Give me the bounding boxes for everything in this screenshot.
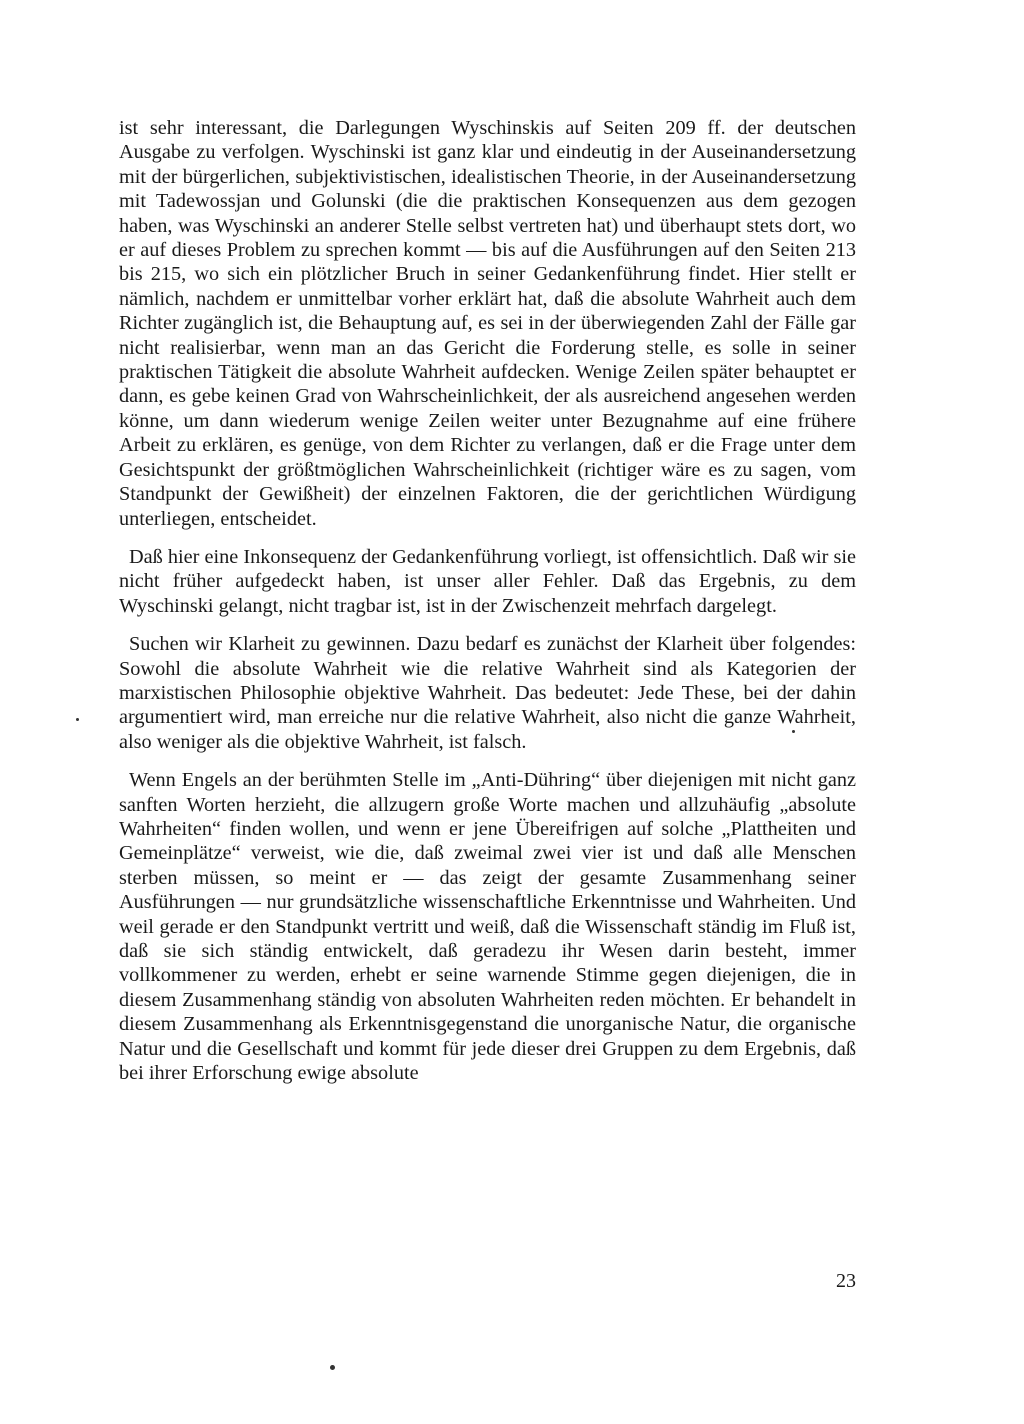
page-number: 23 [836, 1270, 856, 1292]
paragraph-clarity: Suchen wir Klarheit zu gewinnen. Dazu bedarf es zunächst der Klarheit über folgendes: Sowohl die absolute Wahrheit wie die relative Wahrheit sind als Kategorien der marxistischen Philosophie objektive Wahrheit. Das bedeutet: Jede These, bei der dahin argumentiert wird, man erreiche nur die relative Wahrheit, also nicht die ganze Wahrheit, also weniger als die objektive Wahrheit, ist falsch. [119, 633, 856, 753]
book-page [119, 116, 856, 1085]
scan-speck [76, 718, 79, 721]
paragraph-engels: Wenn Engels an der berühmten Stelle im „Anti-Dühring“ über diejenigen mit nicht ganz sanften Worten herzieht, die allzugern große Worte machen und allzuhäufig „absolute Wahrheiten“ finden wollen, und wenn er jene Übereifrigen auf solche „Plattheiten und Gemeinplätze“ verweist, wie die, daß zweimal zwei vier ist und daß alle Menschen sterben müssen, so meint er — das zeigt der gesamte Zusammenhang seiner Ausführungen — nur grundsätzliche wissenschaftliche Erkenntnisse und Wahrheiten. Und weil gerade er den Standpunkt vertritt und weiß, daß die Wissenschaft ständig im Fluß ist, daß sie sich ständig entwickelt, daß geradezu ihr Wesen darin besteht, immer vollkommener zu werden, erhebt er seine warnende Stimme gegen diejenigen, die in diesem Zusammenhang ständig von absoluten Wahrheiten reden möchten. Er behandelt in diesem Zusammenhang als Erkenntnisgegenstand die unorganische Natur, die organische Natur und die Gesellschaft und kommt für jede dieser drei Gruppen zu dem Ergebnis, daß bei ihrer Erforschung ewige absolute [119, 769, 856, 1085]
paragraph-inconsistency: Daß hier eine Inkonsequenz der Gedankenführung vorliegt, ist offensichtlich. Daß wir sie nicht früher aufgedeckt haben, ist unser aller Fehler. Daß das Ergebnis, zu dem Wyschinski gelangt, nicht tragbar ist, ist in der Zwischenzeit mehrfach dargelegt. [119, 545, 856, 617]
scan-speck [330, 1365, 335, 1370]
paragraph-wyschinski-critique: ist sehr interessant, die Darlegungen Wyschinskis auf Seiten 209 ff. der deutschen Ausgabe zu verfolgen. Wyschinski ist ganz klar und eindeutig in der Auseinandersetzung mit der bürgerlichen, subjektivistischen, idealistischen Theorie, in der Auseinandersetzung mit Tadewossjan und Golunski (die die praktischen Konsequenzen aus dem gezogen haben, was Wyschinski an anderer Stelle selbst vertreten hat) und überhaupt stets dort, wo er auf dieses Problem zu sprechen kommt — bis auf die Ausführungen auf den Seiten 213 bis 215, wo sich ein plötzlicher Bruch in seiner Gedankenführung findet. Hier stellt er nämlich, nachdem er unmittelbar vorher erklärt hat, daß die absolute Wahrheit auch dem Richter zugänglich ist, die Behauptung auf, es sei in der überwiegenden Zahl der Fälle gar nicht realisierbar, wenn man an das Gericht die Forderung stelle, es solle in seiner praktischen Tätigkeit die absolute Wahrheit aufdecken. Wenige Zeilen später behauptet er dann, es gebe keinen Grad von Wahrscheinlichkeit, der als ausreichend angesehen werden könne, um dann wiederum wenige Zeilen weiter unter Bezugnahme auf eine frühere Arbeit zu erklären, es genüge, von dem Richter zu verlangen, daß er die Frage unter dem Gesichtspunkt der größtmöglichen Wahrscheinlichkeit (richtiger wäre es zu sagen, vom Standpunkt der Gewißheit) der einzelnen Faktoren, die der gerichtlichen Würdigung unterliegen, entscheidet. [119, 117, 856, 530]
scan-speck [792, 730, 795, 733]
